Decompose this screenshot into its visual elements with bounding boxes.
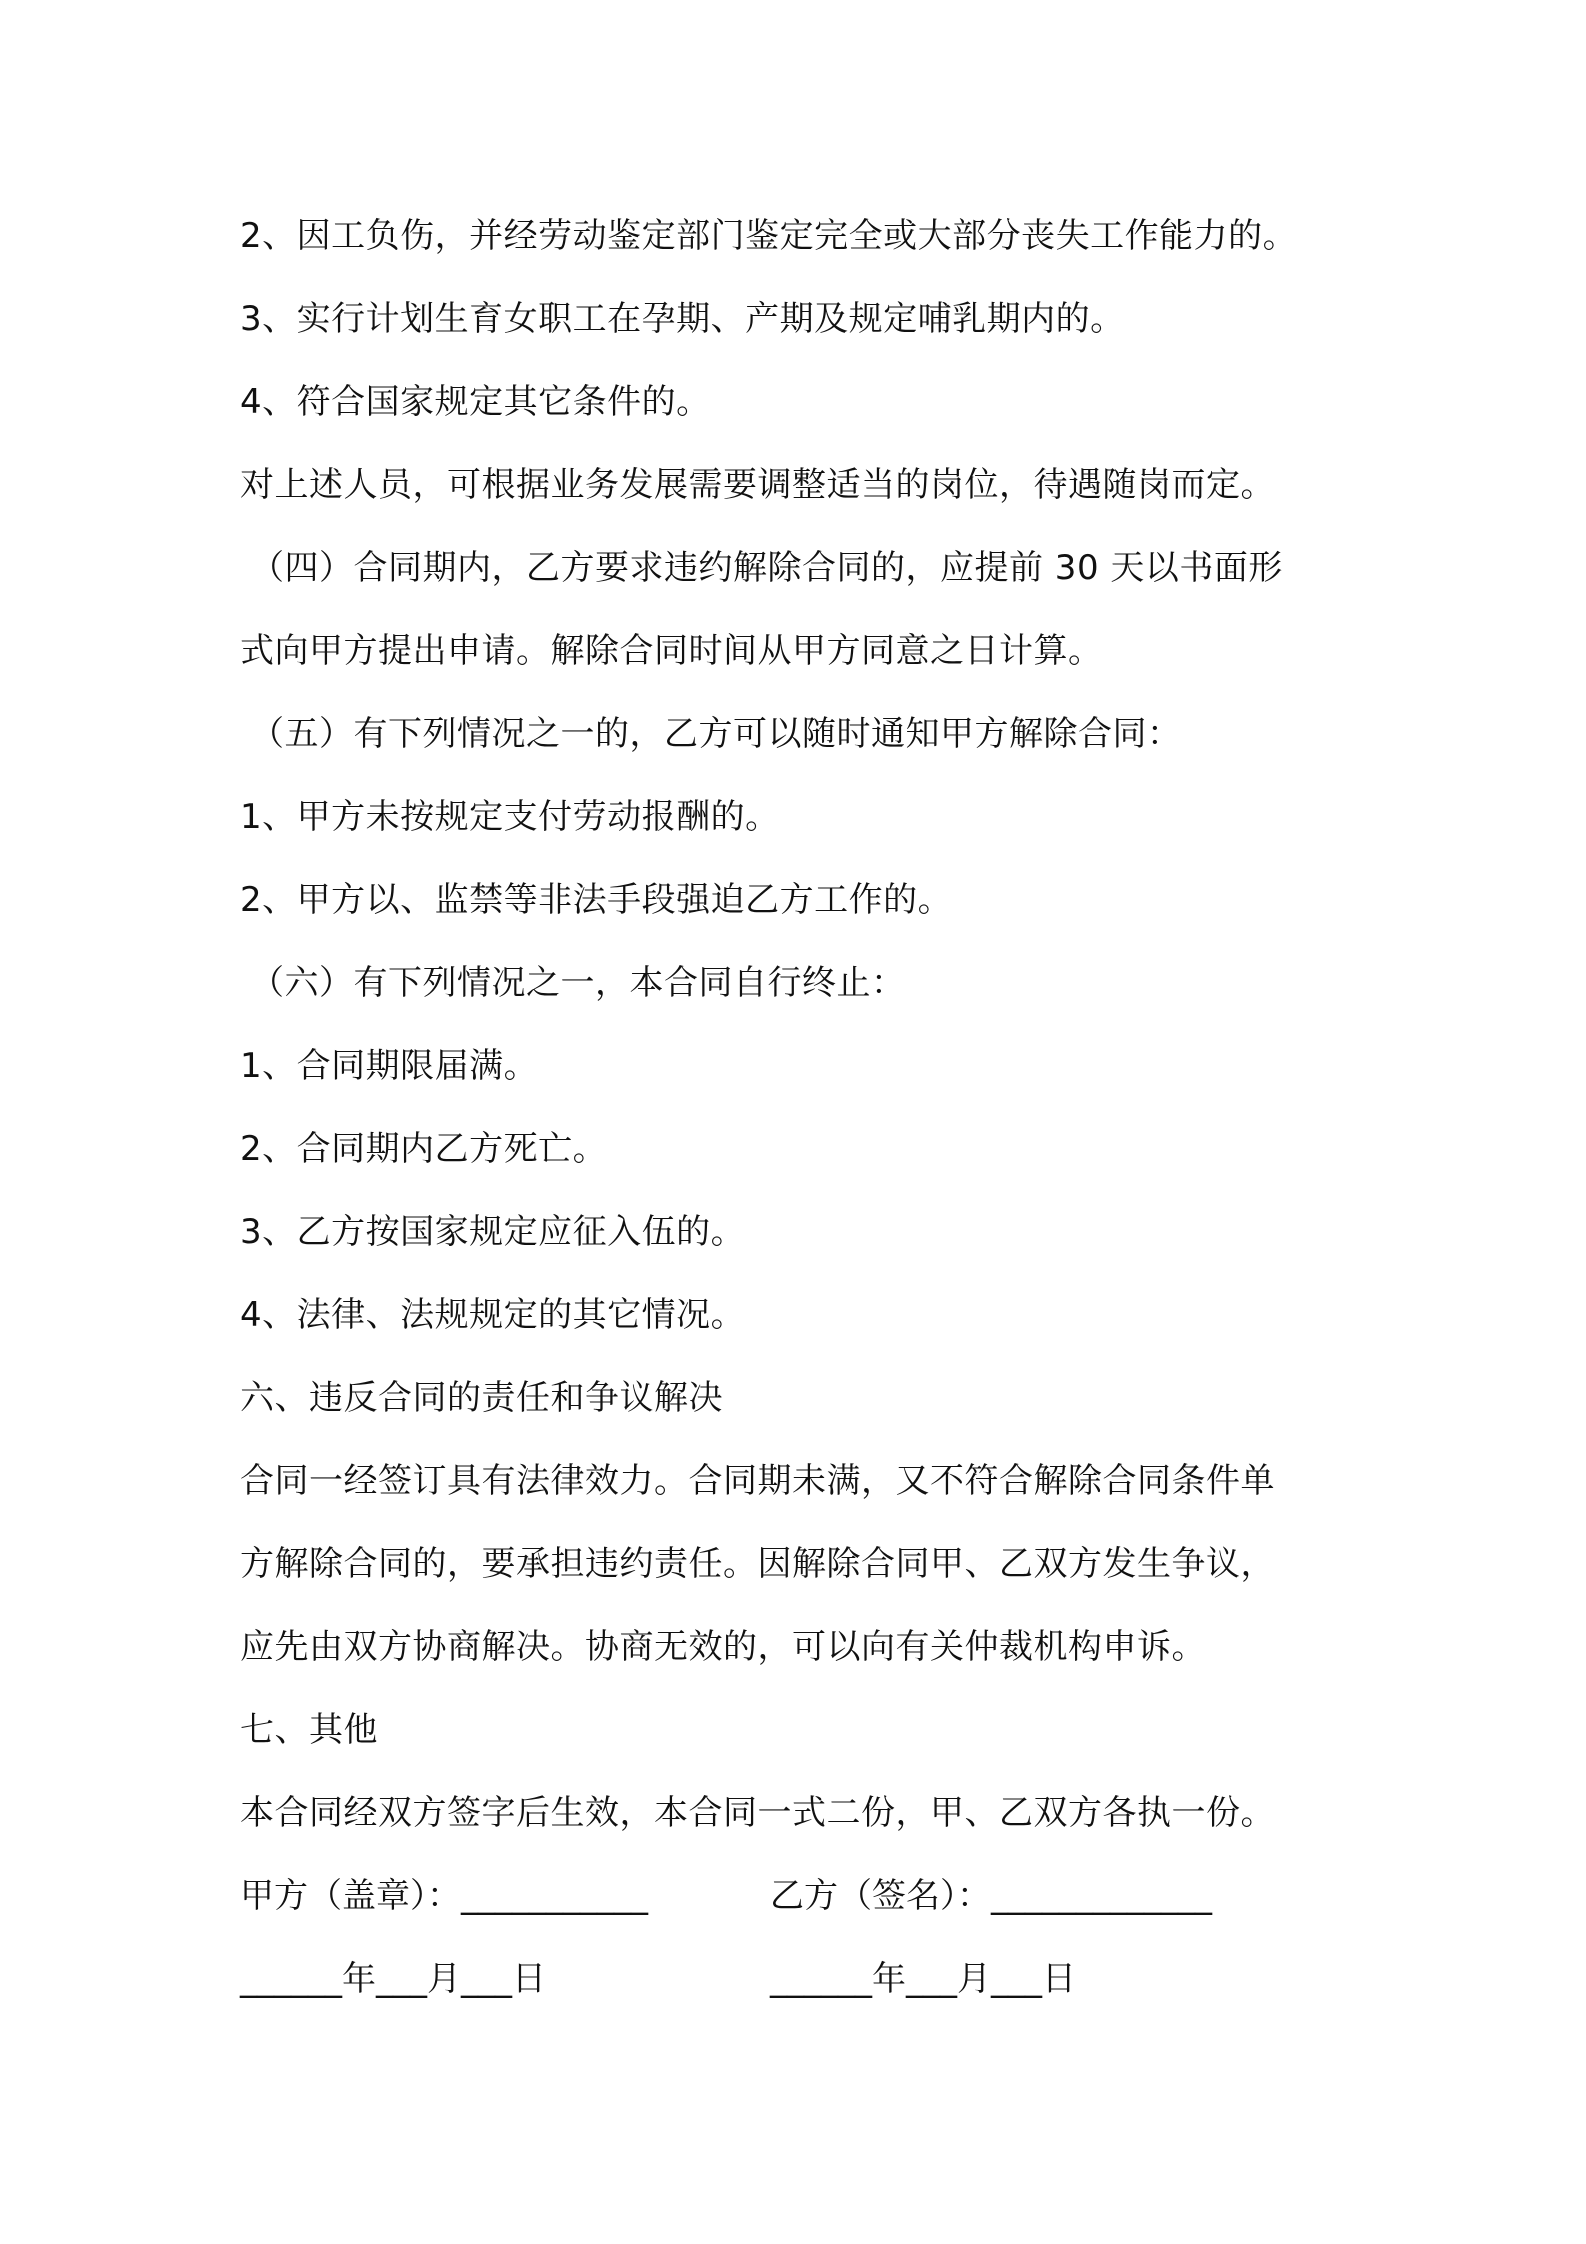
paragraph-line: 2、合同期内乙方死亡。 [240, 1129, 608, 1169]
paragraph-line: 本合同经双方签字后生效，本合同一式二份，甲、乙双方各执一份。 [240, 1793, 1275, 1833]
date-row [240, 1938, 1370, 2021]
section-heading: 六、违反合同的责任和争议解决 [240, 1378, 723, 1418]
paragraph-line: 对上述人员，可根据业务发展需要调整适当的岗位，待遇随岗而定。 [240, 465, 1275, 505]
paragraph-line: （六）有下列情况之一，本合同自行终止： [250, 963, 906, 1003]
signature-row [240, 1855, 1370, 1938]
paragraph-line: 1、合同期限届满。 [240, 1046, 539, 1086]
paragraph-line: 式向甲方提出申请。解除合同时间从甲方同意之日计算。 [240, 631, 1103, 671]
paragraph-line: （四）合同期内，乙方要求违约解除合同的，应提前 30 天以书面形 [250, 548, 1283, 588]
section-heading: 七、其他 [240, 1710, 378, 1750]
paragraph-line: 方解除合同的，要承担违约责任。因解除合同甲、乙双方发生争议， [240, 1544, 1275, 1584]
paragraph-line: 2、甲方以、监禁等非法手段强迫乙方工作的。 [240, 880, 953, 920]
paragraph-line: 合同一经签订具有法律效力。合同期未满，又不符合解除合同条件单 [240, 1461, 1275, 1501]
party-a-date: ______年___月___日 [240, 1959, 546, 1999]
paragraph-line: （五）有下列情况之一的，乙方可以随时通知甲方解除合同： [250, 714, 1182, 754]
party-b-date: ______年___月___日 [770, 1959, 1076, 1999]
party-b-signature: 乙方（签名）：_____________ [770, 1876, 1212, 1916]
party-a-signature: 甲方（盖章）：___________ [240, 1876, 648, 1916]
paragraph-line: 2、因工负伤，并经劳动鉴定部门鉴定完全或大部分丧失工作能力的。 [240, 216, 1298, 256]
paragraph-line: 4、符合国家规定其它条件的。 [240, 382, 711, 422]
paragraph-line: 3、乙方按国家规定应征入伍的。 [240, 1212, 746, 1252]
paragraph-line: 1、甲方未按规定支付劳动报酬的。 [240, 797, 780, 837]
paragraph-line: 应先由双方协商解决。协商无效的，可以向有关仲裁机构申诉。 [240, 1627, 1206, 1667]
paragraph-line: 3、实行计划生育女职工在孕期、产期及规定哺乳期内的。 [240, 299, 1125, 339]
document-body [240, 195, 1370, 2021]
paragraph-line: 4、法律、法规规定的其它情况。 [240, 1295, 746, 1335]
